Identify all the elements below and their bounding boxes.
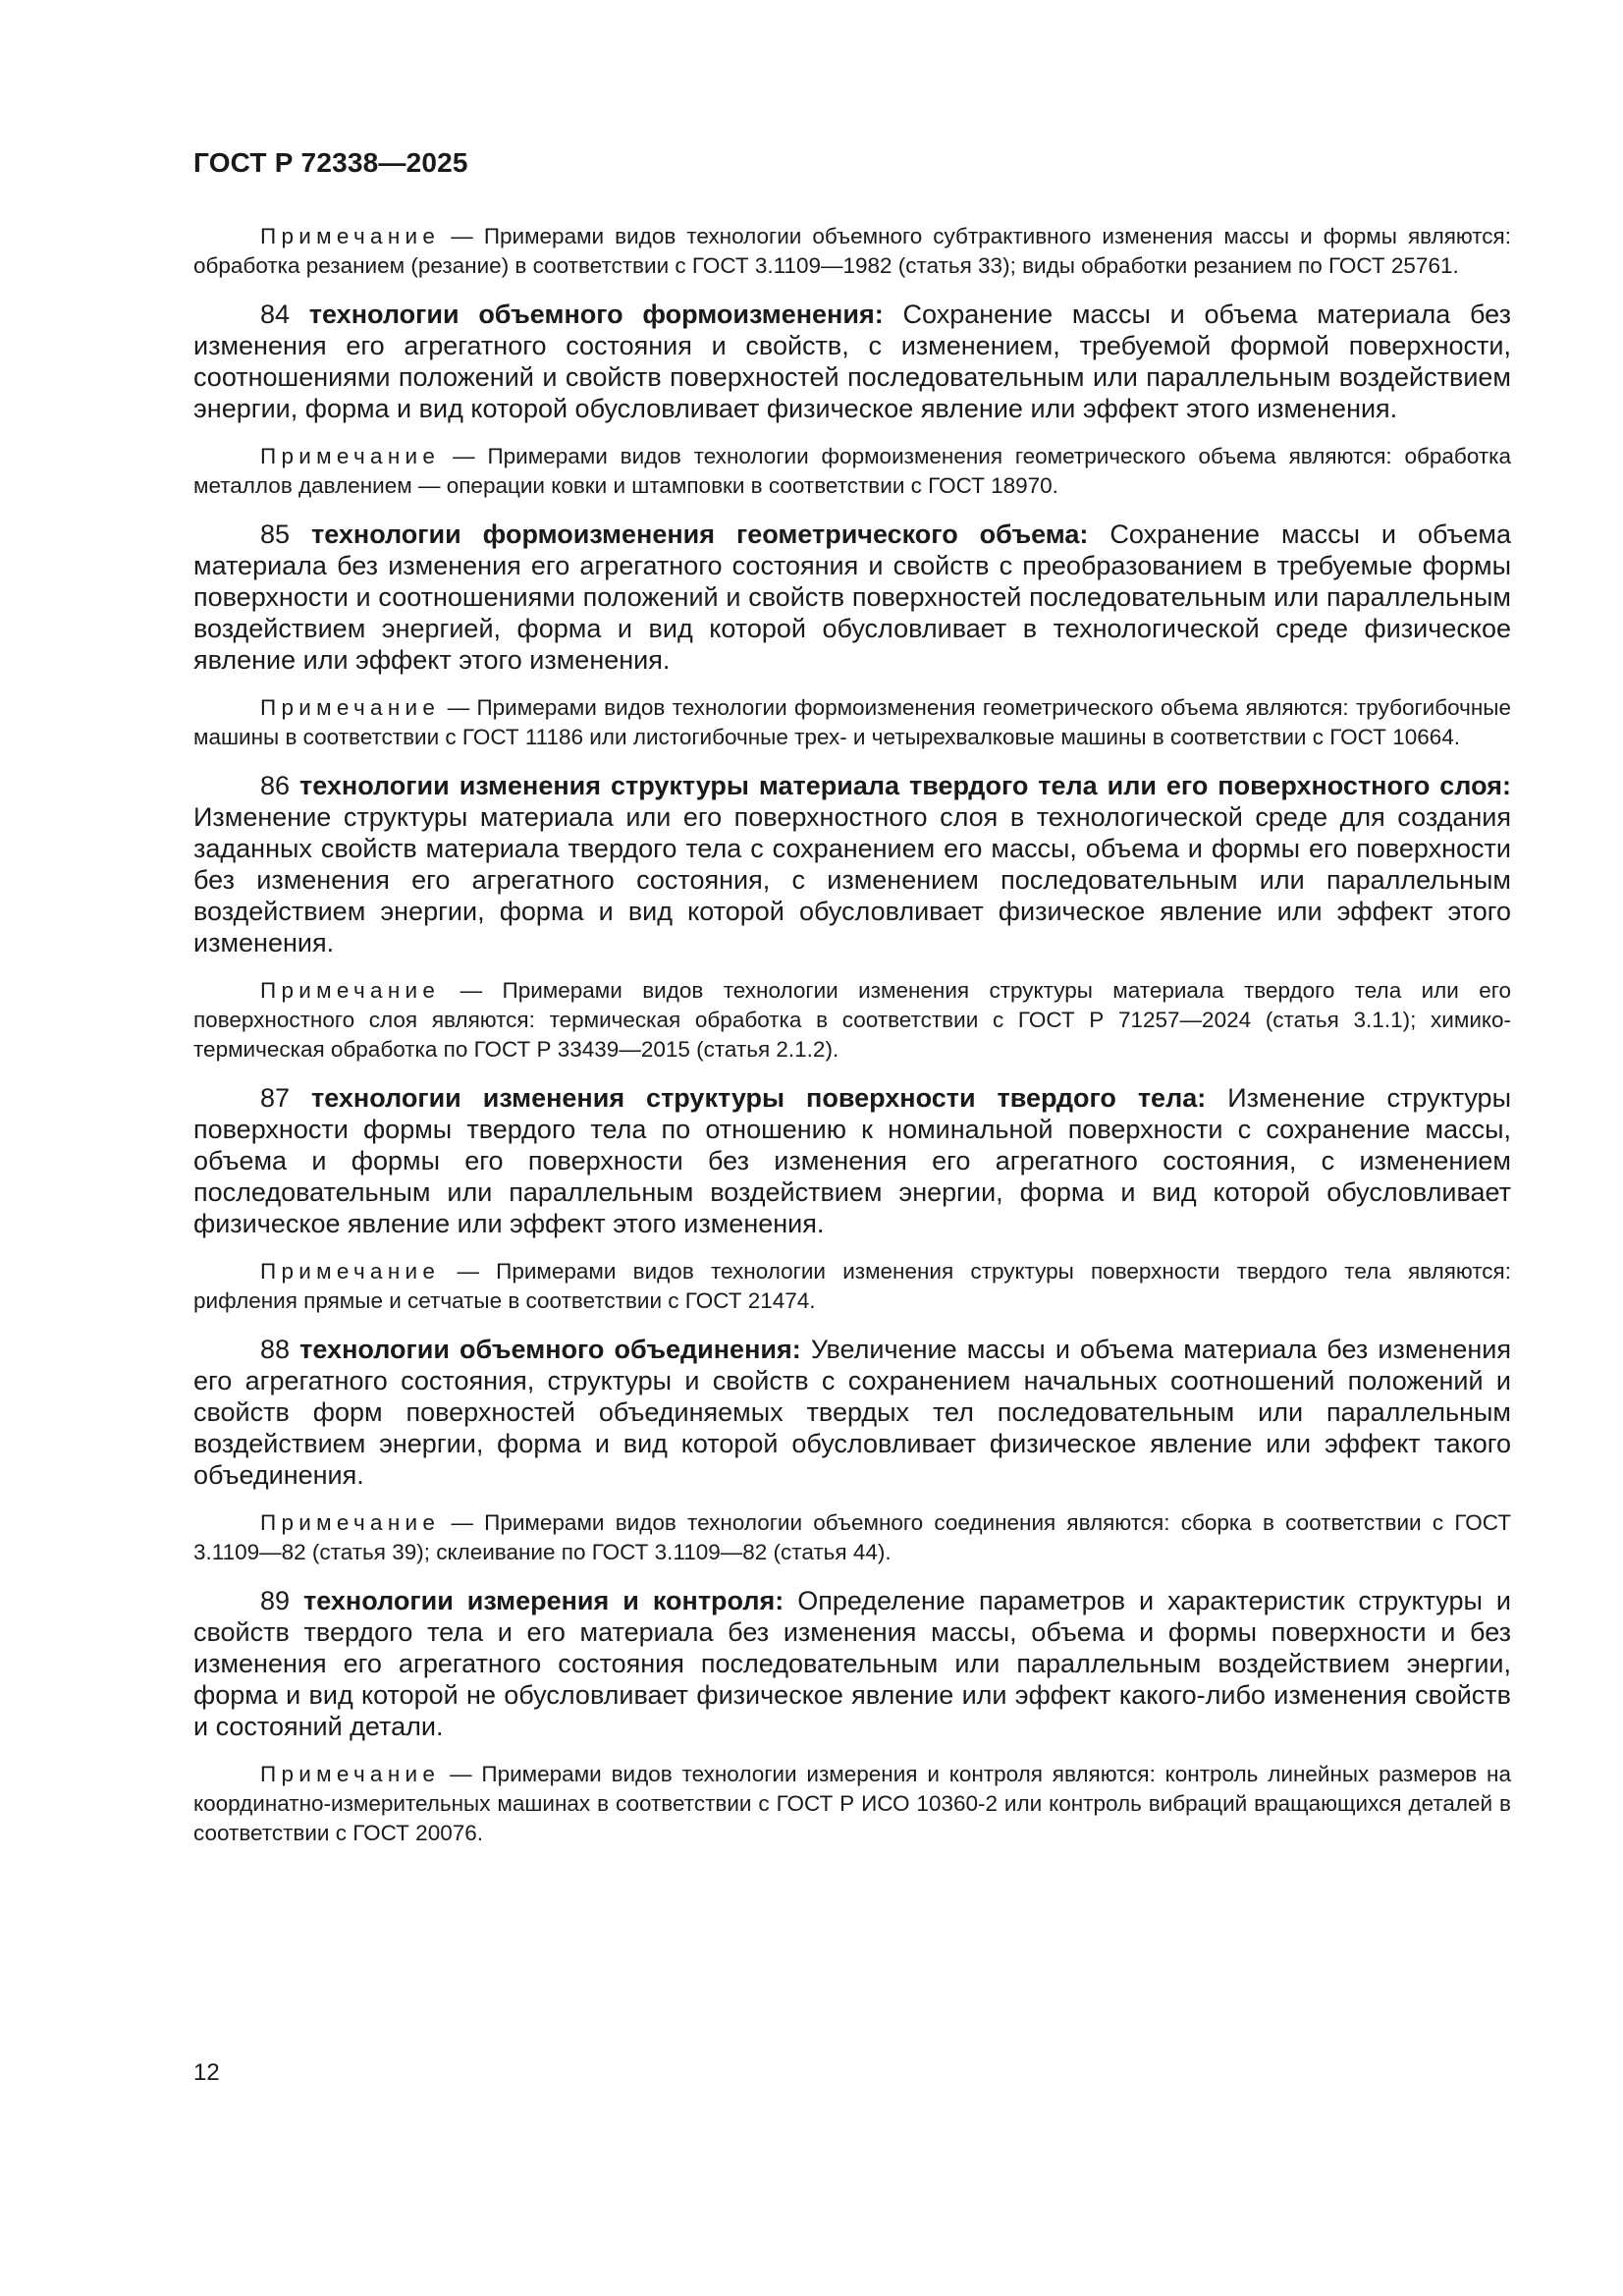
term-description: Изменение структуры поверхности формы твердого тела по отношению к номинальной поверхности с сохранение массы, объема и формы его поверхности без изменения его агрегатного состояния, с изменением последовательным или параллельным воздействием энергии, форма и вид которой обусловливает физическое явление или эффект этого изменения. xyxy=(193,1083,1511,1238)
term-name: технологии изменения структуры поверхности твердого тела: xyxy=(311,1083,1207,1113)
term-description: Изменение структуры материала или его поверхностного слоя в технологической среде для создания заданных свойств материала твердого тела с сохранением его массы, объема и формы его поверхности без изменения его агрегатного состояния, с изменением последовательным или параллельным воздействием энергии, форма и вид которой обусловливает физическое явление или эффект этого изменения. xyxy=(193,802,1511,957)
note-paragraph xyxy=(193,1760,1511,1848)
term-definition xyxy=(193,1082,1511,1239)
note-paragraph xyxy=(193,976,1511,1065)
note-paragraph xyxy=(193,693,1511,752)
note-paragraph xyxy=(193,1257,1511,1316)
note-label: Примечание xyxy=(260,224,441,248)
note-label: Примечание xyxy=(260,978,441,1003)
term-definition xyxy=(193,1585,1511,1742)
note-text: — Примерами видов технологии формоизменения геометрического объема являются: обработка металлов давлением — операции ковки и штамповки в соответствии с ГОСТ 18970. xyxy=(193,444,1511,498)
term-description: Сохранение массы и объема материала без изменения его агрегатного состояния и свойств, с изменением, требуемой формой поверхности, соотношениями положений и свойств поверхностей последовательным или параллельным воздействием энергии, форма и вид которой обусловливает физическое явление или эффект этого изменения. xyxy=(193,300,1511,423)
term-number: 89 xyxy=(260,1586,304,1615)
note-paragraph xyxy=(193,222,1511,281)
document-header: ГОСТ Р 72338—2025 xyxy=(193,147,468,178)
term-number: 87 xyxy=(260,1083,312,1113)
note-paragraph xyxy=(193,442,1511,501)
note-text: — Примерами видов технологии измерения и контроля являются: контроль линейных размеров на координатно-измерительных машинах в соответствии с ГОСТ Р ИСО 10360-2 или контроль вибраций вращающихся деталей в соответствии с ГОСТ 20076. xyxy=(193,1762,1511,1845)
note-paragraph xyxy=(193,1508,1511,1567)
term-description: Сохранение массы и объема материала без изменения его агрегатного состояния и свойств с преобразованием в требуемые формы поверхности и соотношениями положений и свойств поверхностей последовательным или параллельным воздействием энергией, форма и вид которой обусловливает в технологической среде физическое явление или эффект этого изменения. xyxy=(193,519,1511,675)
term-number: 84 xyxy=(260,300,309,329)
note-text: — Примерами видов технологии изменения структуры поверхности твердого тела являются: рифления прямые и сетчатые в соответствии с ГОСТ 21474. xyxy=(193,1259,1511,1313)
note-label: Примечание xyxy=(260,1762,441,1786)
term-description: Увеличение массы и объема материала без изменения его агрегатного состояния, структуры и свойств с сохранением начальных соотношений положений и свойств форм поверхностей объединяемых твердых тел последовательным или параллельным воздействием энергии, форма и вид которой обусловливает физическое явление или эффект такого объединения. xyxy=(193,1335,1511,1490)
page-number: 12 xyxy=(193,2059,220,2086)
note-text: — Примерами видов технологии формоизменения геометрического объема являются: трубогибочные машины в соответствии с ГОСТ 11186 или листогибочные трех- и четырехвалковые машины в соответствии с ГОСТ 10664. xyxy=(193,695,1511,749)
term-description: Определение параметров и характеристик структуры и свойств твердого тела и его материала без изменения массы, объема и формы поверхности и без изменения его агрегатного состояния последовательным или параллельным воздействием энергии, форма и вид которой не обусловливает физическое явление или эффект какого-либо изменения свойств и состояний детали. xyxy=(193,1586,1511,1741)
note-label: Примечание xyxy=(260,444,441,468)
note-label: Примечание xyxy=(260,1510,441,1535)
note-label: Примечание xyxy=(260,695,441,720)
term-number: 85 xyxy=(260,519,311,549)
note-text: — Примерами видов технологии объемного субтрактивного изменения массы и формы являются: обработка резанием (резание) в соответствии с ГОСТ 3.1109—1982 (статья 33); виды обработки резанием по ГОСТ 25761. xyxy=(193,224,1511,278)
term-name: технологии формоизменения геометрического объема: xyxy=(310,519,1089,549)
term-number: 86 xyxy=(260,771,299,800)
term-definition xyxy=(193,519,1511,676)
term-name: технологии объемного формоизменения: xyxy=(308,300,884,329)
note-text: — Примерами видов технологии объемного соединения являются: сборка в соответствии с ГОСТ 3.1109—82 (статья 39); склеивание по ГОСТ 3.1109—82 (статья 44). xyxy=(193,1510,1511,1564)
note-label: Примечание xyxy=(260,1259,441,1284)
term-number: 88 xyxy=(260,1335,300,1364)
term-definition xyxy=(193,770,1511,958)
note-text: — Примерами видов технологии изменения структуры материала твердого тела или его поверхностного слоя являются: термическая обработка в соответствии с ГОСТ Р 71257—2024 (статья 3.1.1); химико-термическая обработка по ГОСТ Р 33439—2015 (статья 2.1.2). xyxy=(193,978,1511,1062)
term-name: технологии объемного объединения: xyxy=(299,1335,801,1364)
term-definition xyxy=(193,299,1511,424)
term-name: технологии измерения и контроля: xyxy=(303,1586,784,1615)
term-definition xyxy=(193,1334,1511,1491)
term-name: технологии изменения структуры материала твердого тела или его поверхностного слоя: xyxy=(298,771,1511,800)
document-body xyxy=(193,222,1511,1866)
